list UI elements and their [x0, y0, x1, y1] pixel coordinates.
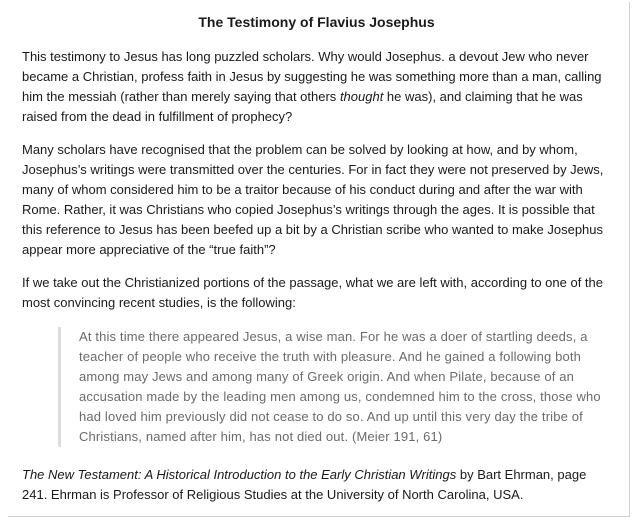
paragraph-1 [22, 47, 611, 127]
article-title: The Testimony of Flavius Josephus [198, 14, 435, 30]
source-details: by Bart Ehrman, page 241. Ehrman is Professor of Religious Studies at the University of North Carolina, USA. [22, 467, 587, 502]
paragraph-3: If we take out the Christianized portions of the passage, what we are left with, according to one of the most convincing recent studies, is the following: [22, 275, 604, 310]
source-citation [22, 465, 611, 505]
article [8, 2, 630, 517]
paragraph-2: Many scholars have recognised that the problem can be solved by looking at how, and by whom, Josephus’s writings were transmitted over the centuries. For in fact they were not preserved by Jews, many of whom considered him to be a traitor because of his conduct during and after the war with Rome. Rather, it was Christians who copied Josephus’s writings through the ages. It is possible that this reference to Jesus has been beefed up a bit by a Christian scribe who wanted to make Josephus appear more appreciative of the “true faith”? [22, 142, 604, 257]
blockquote: At this time there appeared Jesus, a wise man. For he was a doer of startling deeds, a teacher of people who receive the truth with pleasure. And he gained a following both among may Jews and among many of Greek origin. And when Pilate, because of an accusation made by the leading men among us, condemned him to the cross, those who had loved him previously did not cease to do so. And up until this very day the tribe of Christians, named after him, has not died out. (Meier 191, 61) [58, 327, 603, 447]
paragraph-1-italic: thought [339, 89, 384, 104]
paragraph-1-text-b: he was), and claiming that he was raised from the dead in fulfillment of prophecy? [22, 89, 583, 124]
source-book-title: The New Testament: A Historical Introduction to the Early Christian Writings [22, 467, 457, 482]
paragraph-1-text-a: This testimony to Jesus has long puzzled scholars. Why would Josephus. a devout Jew who never became a Christian, profess faith in Jesus by suggesting he was something more than a man, calling him the messiah (rather than merely saying that others [22, 49, 602, 104]
